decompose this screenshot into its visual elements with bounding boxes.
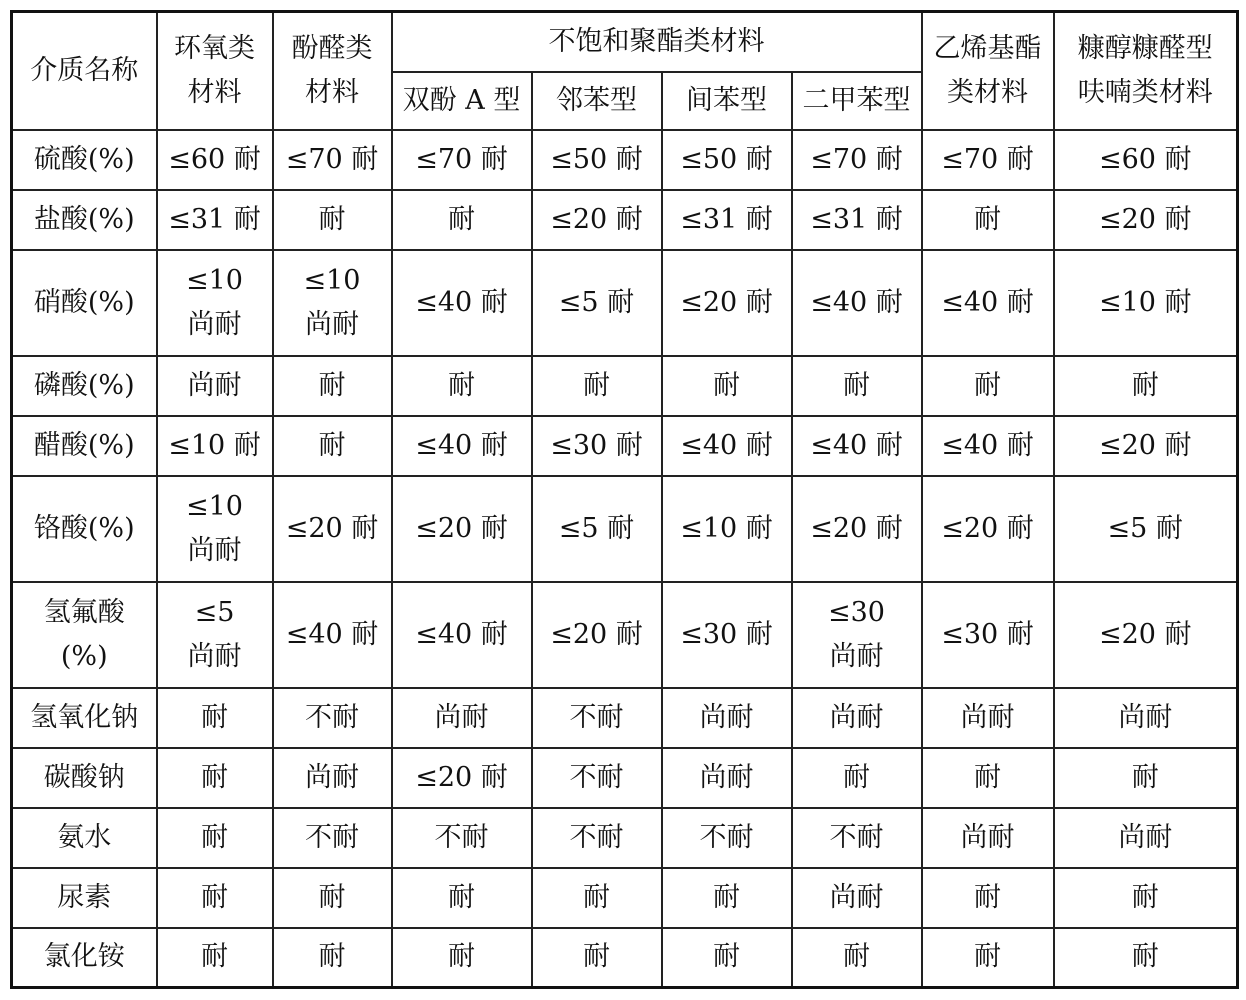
resistance-cell: [922, 868, 1054, 928]
resistance-cell: [157, 250, 273, 356]
resistance-value: ≤70 耐: [415, 143, 508, 175]
resistance-cell: [532, 928, 662, 988]
resistance-value: ≤20 耐: [285, 512, 379, 544]
resistance-cell: [273, 748, 392, 808]
resistance-value: 耐: [1131, 881, 1159, 913]
resistance-value: 耐: [318, 203, 346, 235]
medium-name-line: 铬酸(%): [33, 512, 135, 544]
resistance-cell: [157, 356, 273, 416]
resistance-cell: [392, 868, 532, 928]
resistance-cell: [392, 476, 532, 582]
resistance-cell: [922, 190, 1054, 250]
resistance-value: 耐: [713, 369, 740, 401]
resistance-cell: [273, 582, 392, 688]
resistance-cell: [1054, 748, 1238, 808]
resistance-value: ≤10: [186, 264, 243, 296]
resistance-value: ≤70 耐: [941, 143, 1034, 175]
resistance-value: 耐: [974, 203, 1001, 235]
resistance-value: 不耐: [305, 701, 359, 733]
resistance-value: ≤50 耐: [680, 143, 773, 175]
resistance-value: 不耐: [569, 701, 624, 733]
resistance-cell: [532, 868, 662, 928]
resistance-cell: [532, 250, 662, 356]
resistance-value: 尚耐: [187, 534, 242, 566]
resistance-value: 耐: [448, 369, 475, 401]
resistance-value: 耐: [201, 821, 228, 853]
resistance-cell: [792, 416, 922, 476]
resistance-cell: [922, 356, 1054, 416]
resistance-value: ≤40 耐: [415, 429, 508, 461]
resistance-cell: [157, 130, 273, 190]
resistance-value: ≤30 耐: [680, 618, 773, 650]
resistance-cell: [662, 688, 792, 748]
medium-name-line: 盐酸(%): [33, 203, 135, 235]
resistance-cell: [662, 476, 792, 582]
medium-name-cell: [12, 748, 157, 808]
header-epoxy-line: 环氧类: [174, 32, 255, 64]
resistance-value: ≤31 耐: [680, 203, 773, 235]
resistance-value: 耐: [1131, 369, 1159, 401]
resistance-value: ≤5: [194, 596, 235, 628]
resistance-cell: [157, 688, 273, 748]
header-phenolic-line: 材料: [305, 76, 359, 108]
resistance-value: ≤20 耐: [941, 512, 1034, 544]
table-body: [12, 130, 1238, 988]
resistance-cell: [157, 190, 273, 250]
resistance-cell: [273, 416, 392, 476]
resistance-cell: [392, 190, 532, 250]
resistance-cell: [792, 928, 922, 988]
resistance-cell: [273, 250, 392, 356]
resistance-cell: [392, 582, 532, 688]
resistance-value: 不耐: [569, 821, 624, 853]
table-row: [12, 190, 1238, 250]
resistance-cell: [792, 130, 922, 190]
resistance-value: 耐: [1131, 941, 1159, 973]
resistance-cell: [1054, 808, 1238, 868]
resistance-cell: [273, 190, 392, 250]
resistance-value: 耐: [201, 761, 228, 793]
resistance-cell: [273, 808, 392, 868]
resistance-cell: [532, 356, 662, 416]
resistance-value: 尚耐: [305, 308, 359, 340]
resistance-cell: [922, 582, 1054, 688]
resistance-cell: [273, 476, 392, 582]
resistance-value: 不耐: [569, 761, 624, 793]
medium-name-line: 磷酸(%): [33, 369, 135, 401]
resistance-value: 尚耐: [1118, 701, 1173, 733]
resistance-cell: [1054, 356, 1238, 416]
resistance-cell: [792, 476, 922, 582]
resistance-value: ≤5 耐: [558, 512, 635, 544]
resistance-value: ≤60 耐: [1098, 143, 1192, 175]
table-row: [12, 356, 1238, 416]
medium-name-line: (%): [60, 640, 108, 672]
resistance-value: ≤30 耐: [941, 618, 1034, 650]
header-phenolic-line: 酚醛类: [291, 32, 373, 64]
resistance-cell: [532, 190, 662, 250]
resistance-cell: [662, 928, 792, 988]
resistance-value: ≤20 耐: [1098, 429, 1192, 461]
resistance-value: ≤5 耐: [558, 286, 635, 318]
resistance-cell: [532, 808, 662, 868]
resistance-value: 不耐: [434, 821, 489, 853]
medium-name-line: 氢氟酸: [43, 596, 125, 628]
resistance-value: 尚耐: [305, 761, 359, 793]
resistance-value: 尚耐: [187, 369, 242, 401]
resistance-value: 尚耐: [829, 640, 884, 672]
table-row: [12, 808, 1238, 868]
header-furan: [1054, 12, 1238, 130]
resistance-value: 耐: [1131, 761, 1159, 793]
resistance-value: 耐: [318, 941, 346, 973]
resistance-cell: [392, 748, 532, 808]
resistance-cell: [532, 416, 662, 476]
header-xylene: 二甲苯型: [792, 72, 922, 130]
resistance-value: 尚耐: [1118, 821, 1173, 853]
resistance-cell: [792, 582, 922, 688]
resistance-cell: [662, 808, 792, 868]
resistance-value: ≤10 耐: [1098, 286, 1192, 318]
resistance-value: 耐: [448, 881, 475, 913]
resistance-cell: [792, 356, 922, 416]
medium-name-cell: [12, 250, 157, 356]
resistance-value: 耐: [448, 941, 475, 973]
header-epoxy-line: 材料: [187, 76, 242, 108]
resistance-cell: [1054, 130, 1238, 190]
resistance-cell: [532, 748, 662, 808]
table-row: [12, 476, 1238, 582]
resistance-value: ≤40 耐: [810, 286, 903, 318]
resistance-value: 耐: [974, 761, 1001, 793]
table-row: [12, 748, 1238, 808]
header-furan-line: 糠醇糠醛型: [1077, 32, 1213, 64]
resistance-value: ≤10: [186, 490, 243, 522]
resistance-value: ≤40 耐: [810, 429, 903, 461]
resistance-value: 耐: [843, 761, 870, 793]
resistance-value: 耐: [318, 429, 346, 461]
resistance-value: ≤20 耐: [415, 761, 508, 793]
resistance-value: ≤40 耐: [680, 429, 773, 461]
resistance-cell: [273, 868, 392, 928]
resistance-cell: [922, 130, 1054, 190]
resistance-value: ≤20 耐: [1098, 618, 1192, 650]
table-row: [12, 250, 1238, 356]
resistance-cell: [1054, 476, 1238, 582]
resistance-cell: [922, 250, 1054, 356]
resistance-cell: [792, 868, 922, 928]
header-iso: 间苯型: [662, 72, 792, 130]
header-bisphenol-a: 双酚 A 型: [392, 72, 532, 130]
resistance-value: ≤10 耐: [680, 512, 773, 544]
resistance-value: ≤20 耐: [810, 512, 903, 544]
resistance-cell: [1054, 416, 1238, 476]
resistance-cell: [792, 250, 922, 356]
resistance-value: 尚耐: [187, 640, 242, 672]
medium-name-line: 尿素: [57, 881, 112, 913]
table-row: [12, 582, 1238, 688]
resistance-value: ≤40 耐: [285, 618, 379, 650]
medium-name-cell: [12, 416, 157, 476]
resistance-value: 耐: [713, 941, 740, 973]
resistance-cell: [662, 582, 792, 688]
medium-name-line: 硝酸(%): [33, 286, 135, 318]
medium-name-cell: [12, 582, 157, 688]
resistance-value: ≤5 耐: [1107, 512, 1183, 544]
resistance-value: ≤10 耐: [168, 429, 261, 461]
resistance-cell: [1054, 250, 1238, 356]
resistance-cell: [922, 808, 1054, 868]
medium-name-cell: [12, 868, 157, 928]
resistance-cell: [273, 688, 392, 748]
header-furan-line: 呋喃类材料: [1077, 76, 1213, 108]
resistance-value: ≤31 耐: [810, 203, 903, 235]
resistance-cell: [273, 130, 392, 190]
resistance-value: 耐: [201, 881, 228, 913]
medium-name-cell: [12, 190, 157, 250]
resistance-value: 不耐: [305, 821, 359, 853]
header-epoxy: [157, 12, 273, 130]
medium-name-cell: [12, 688, 157, 748]
resistance-value: 尚耐: [960, 821, 1015, 853]
resistance-value: ≤20 耐: [680, 286, 773, 318]
resistance-value: 耐: [583, 941, 610, 973]
resistance-value: 耐: [974, 881, 1001, 913]
table-row: [12, 688, 1238, 748]
resistance-cell: [392, 130, 532, 190]
resistance-value: 不耐: [829, 821, 884, 853]
resistance-value: ≤20 耐: [550, 203, 643, 235]
resistance-value: ≤70 耐: [810, 143, 903, 175]
resistance-cell: [1054, 190, 1238, 250]
resistance-value: 耐: [843, 941, 870, 973]
resistance-value: 尚耐: [187, 308, 242, 340]
resistance-cell: [792, 688, 922, 748]
table-row: [12, 130, 1238, 190]
resistance-cell: [662, 868, 792, 928]
resistance-value: 耐: [843, 369, 870, 401]
header-vinyl-ester: [922, 12, 1054, 130]
header-ortho: 邻苯型: [532, 72, 662, 130]
header-unsaturated-polyester: 不饱和聚酯类材料: [392, 12, 922, 72]
resistance-value: ≤50 耐: [550, 143, 643, 175]
table-row: [12, 868, 1238, 928]
resistance-cell: [922, 748, 1054, 808]
resistance-value: 耐: [713, 881, 740, 913]
resistance-value: ≤20 耐: [550, 618, 643, 650]
resistance-cell: [392, 928, 532, 988]
resistance-value: ≤40 耐: [415, 286, 508, 318]
resistance-cell: [532, 582, 662, 688]
medium-name-line: 醋酸(%): [33, 429, 135, 461]
resistance-value: 尚耐: [699, 761, 754, 793]
resistance-cell: [922, 928, 1054, 988]
resistance-cell: [392, 688, 532, 748]
resistance-cell: [792, 190, 922, 250]
resistance-value: ≤31 耐: [168, 203, 261, 235]
resistance-cell: [157, 748, 273, 808]
medium-name-cell: [12, 928, 157, 988]
medium-name-line: 氢氧化钠: [30, 701, 139, 733]
resistance-cell: [662, 416, 792, 476]
resistance-value: ≤40 耐: [941, 429, 1034, 461]
resistance-value: ≤20 耐: [1098, 203, 1192, 235]
resistance-cell: [532, 130, 662, 190]
resistance-cell: [273, 928, 392, 988]
resistance-value: 耐: [448, 203, 475, 235]
resistance-value: 尚耐: [829, 701, 884, 733]
resistance-cell: [922, 476, 1054, 582]
resistance-cell: [392, 808, 532, 868]
resistance-value: 尚耐: [699, 701, 754, 733]
resistance-table-sheet: [10, 10, 1236, 990]
resistance-cell: [662, 190, 792, 250]
medium-name-cell: [12, 476, 157, 582]
medium-name-cell: [12, 130, 157, 190]
medium-name-line: 碳酸钠: [43, 761, 125, 793]
resistance-value: 耐: [201, 701, 228, 733]
resistance-cell: [922, 416, 1054, 476]
resistance-cell: [157, 416, 273, 476]
resistance-cell: [662, 356, 792, 416]
medium-name-line: 硫酸(%): [33, 143, 135, 175]
header-vinyl-line: 乙烯基酯: [933, 32, 1042, 64]
medium-name-line: 氨水: [57, 821, 112, 853]
header-medium: 介质名称: [12, 12, 157, 130]
header-vinyl-line: 类材料: [947, 76, 1028, 108]
resistance-cell: [922, 688, 1054, 748]
resistance-cell: [392, 250, 532, 356]
resistance-cell: [157, 808, 273, 868]
resistance-cell: [662, 748, 792, 808]
resistance-cell: [1054, 928, 1238, 988]
resistance-value: ≤10: [303, 264, 361, 296]
resistance-cell: [792, 808, 922, 868]
table-row: [12, 416, 1238, 476]
resistance-value: ≤20 耐: [415, 512, 508, 544]
resistance-cell: [532, 476, 662, 582]
resistance-value: ≤30: [828, 596, 885, 628]
table-row: [12, 928, 1238, 988]
resistance-value: 耐: [583, 369, 610, 401]
medium-name-line: 氯化铵: [43, 941, 125, 973]
resistance-cell: [792, 748, 922, 808]
resistance-cell: [157, 868, 273, 928]
resistance-value: ≤40 耐: [415, 618, 508, 650]
resistance-cell: [392, 356, 532, 416]
resistance-cell: [662, 250, 792, 356]
resistance-value: 耐: [974, 941, 1001, 973]
resistance-value: 耐: [583, 881, 610, 913]
resistance-value: 耐: [201, 941, 228, 973]
resistance-value: ≤70 耐: [285, 143, 379, 175]
resistance-value: ≤40 耐: [941, 286, 1034, 318]
resistance-value: ≤30 耐: [550, 429, 643, 461]
resistance-cell: [1054, 688, 1238, 748]
resistance-cell: [1054, 868, 1238, 928]
resistance-cell: [662, 130, 792, 190]
resistance-cell: [532, 688, 662, 748]
resistance-cell: [157, 476, 273, 582]
resistance-value: 耐: [318, 881, 346, 913]
resistance-cell: [157, 582, 273, 688]
chemical-resistance-table: [10, 10, 1239, 989]
header-row-top: [12, 12, 1238, 72]
resistance-cell: [273, 356, 392, 416]
resistance-value: 耐: [318, 369, 346, 401]
resistance-value: 尚耐: [829, 881, 884, 913]
resistance-value: 不耐: [699, 821, 754, 853]
medium-name-cell: [12, 356, 157, 416]
resistance-cell: [157, 928, 273, 988]
medium-name-cell: [12, 808, 157, 868]
resistance-value: ≤60 耐: [168, 143, 261, 175]
resistance-value: 尚耐: [434, 701, 489, 733]
header-phenolic: [273, 12, 392, 130]
resistance-cell: [392, 416, 532, 476]
resistance-cell: [1054, 582, 1238, 688]
resistance-value: 尚耐: [960, 701, 1015, 733]
resistance-value: 耐: [974, 369, 1001, 401]
